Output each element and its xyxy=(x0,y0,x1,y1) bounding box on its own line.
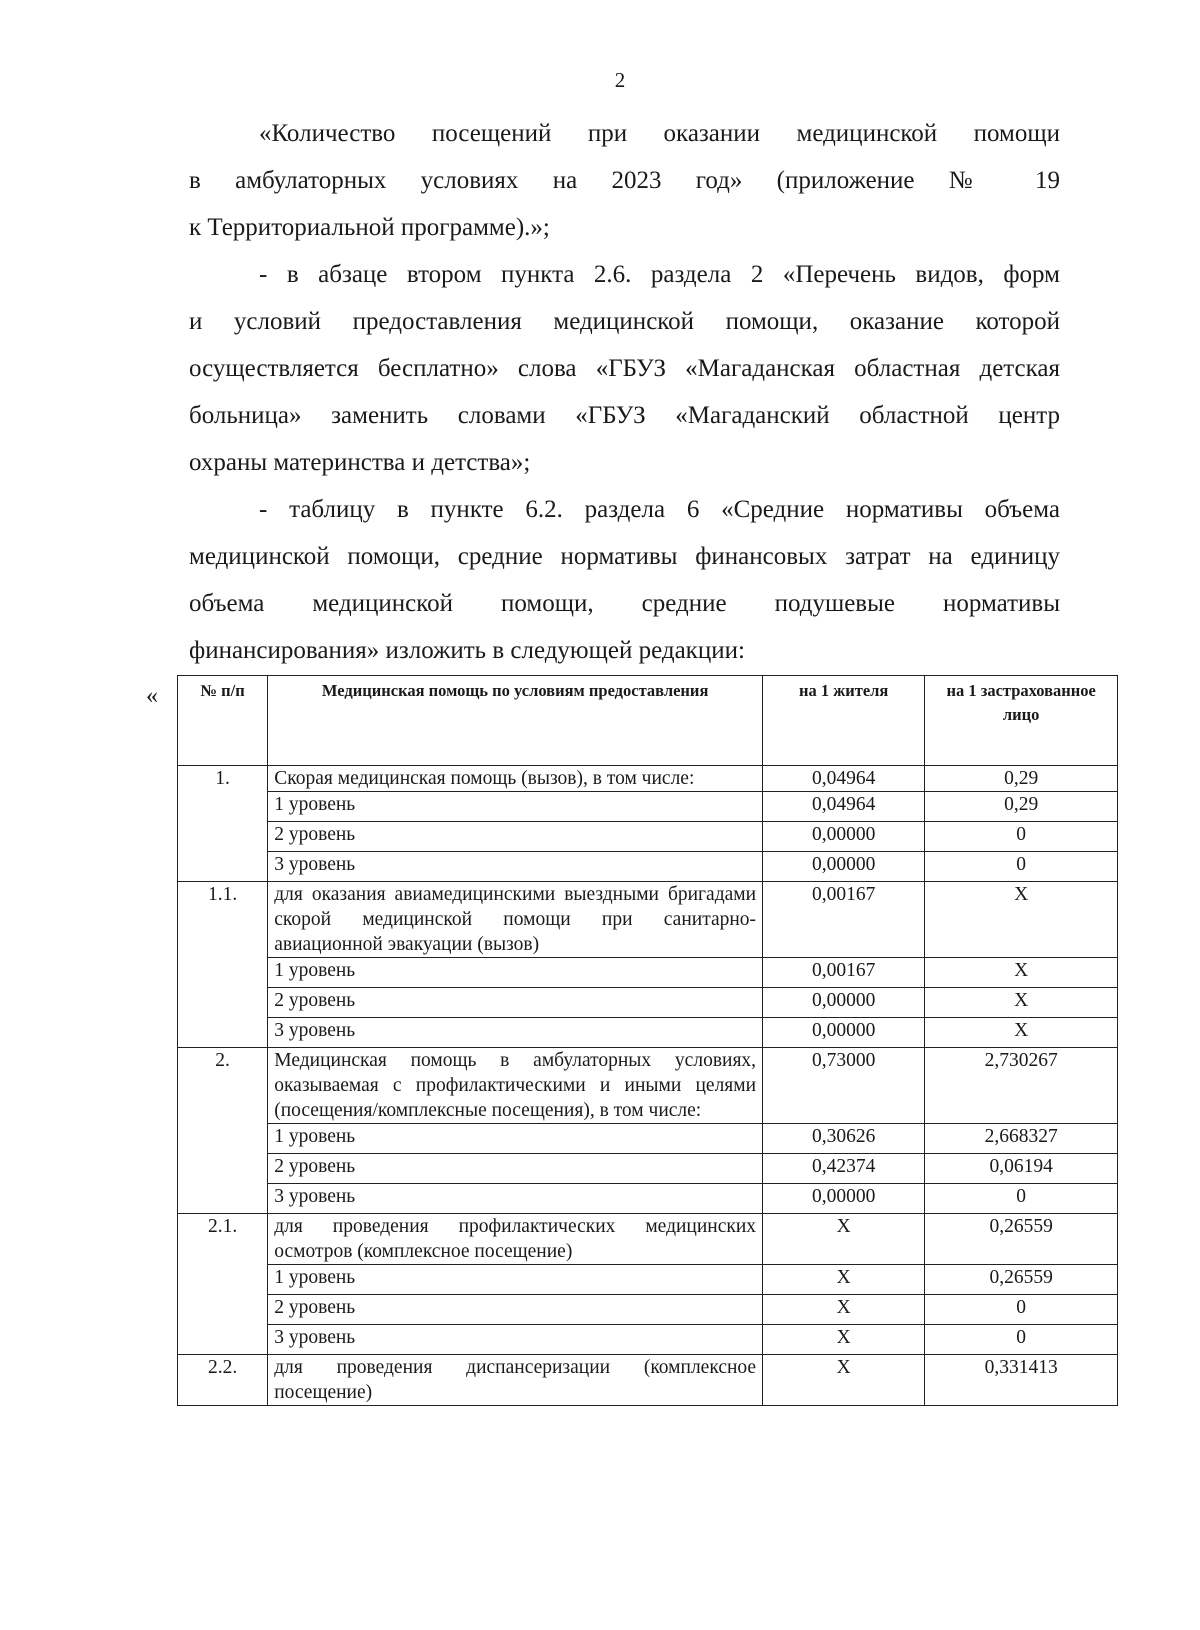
row-per-resident: 0,73000 xyxy=(763,1048,925,1124)
row-name: для оказания авиамедицинскими выездными бригадами скорой медицинской помощи при санитарно-авиационной эвакуации (вызов) xyxy=(268,882,763,958)
row-name: 2 уровень xyxy=(268,988,763,1018)
table-row xyxy=(178,852,1118,882)
row-per-resident: 0,00000 xyxy=(763,988,925,1018)
row-per-insured: 0,29 xyxy=(925,792,1118,822)
table-row xyxy=(178,958,1118,988)
row-name: Медицинская помощь в амбулаторных условиях, оказываемая с профилактическими и иными целями (посещения/комплексные посещения), в том числе: xyxy=(268,1048,763,1124)
row-per-insured: 0,26559 xyxy=(925,1214,1118,1265)
row-name: 3 уровень xyxy=(268,1325,763,1355)
row-per-insured: 0,29 xyxy=(925,766,1118,792)
row-per-resident: X xyxy=(763,1214,925,1265)
row-per-insured: 0 xyxy=(925,822,1118,852)
table-row xyxy=(178,1154,1118,1184)
row-per-resident: 0,04964 xyxy=(763,766,925,792)
row-per-insured: 0,331413 xyxy=(925,1355,1118,1406)
row-per-insured: X xyxy=(925,958,1118,988)
row-per-resident: 0,30626 xyxy=(763,1124,925,1154)
row-per-insured: 0,06194 xyxy=(925,1154,1118,1184)
table-row xyxy=(178,1295,1118,1325)
table-row xyxy=(178,1265,1118,1295)
header-per-insured: на 1 застрахованное лицо xyxy=(925,676,1118,766)
row-number xyxy=(178,822,268,852)
table-row xyxy=(178,1184,1118,1214)
paragraph-1 xyxy=(189,110,1060,251)
row-name: Скорая медицинская помощь (вызов), в том числе: xyxy=(268,766,763,792)
row-number xyxy=(178,988,268,1018)
row-per-resident: 0,04964 xyxy=(763,792,925,822)
row-number: 2. xyxy=(178,1048,268,1124)
row-per-insured: 0 xyxy=(925,1295,1118,1325)
table-row xyxy=(178,1018,1118,1048)
row-per-insured: 2,730267 xyxy=(925,1048,1118,1124)
paragraph-1-line-3: к Территориальной программе).»; xyxy=(189,214,550,241)
paragraph-3-line-2: медицинской помощи, средние нормативы финансовых затрат на единицу xyxy=(189,543,1060,570)
paragraph-2-line-2: и условий предоставления медицинской помощи, оказание которой xyxy=(189,308,1060,335)
row-per-resident: 0,00000 xyxy=(763,822,925,852)
row-number: 2.2. xyxy=(178,1355,268,1406)
row-per-resident: 0,00000 xyxy=(763,852,925,882)
row-number xyxy=(178,1154,268,1184)
row-per-resident: 0,00000 xyxy=(763,1184,925,1214)
table-row xyxy=(178,988,1118,1018)
table-row xyxy=(178,766,1118,792)
table-row xyxy=(178,1355,1118,1406)
row-number xyxy=(178,1325,268,1355)
paragraph-3-line-1: - таблицу в пункте 6.2. раздела 6 «Средние нормативы объема xyxy=(259,496,1060,523)
paragraph-2-line-5: охраны материнства и детства»; xyxy=(189,449,531,476)
row-name: 1 уровень xyxy=(268,792,763,822)
paragraph-1-line-1: «Количество посещений при оказании медицинской помощи xyxy=(259,120,1060,147)
table-row xyxy=(178,1048,1118,1124)
row-per-insured: X xyxy=(925,882,1118,958)
body-text xyxy=(189,110,1060,674)
row-per-insured: X xyxy=(925,1018,1118,1048)
paragraph-3-line-4: финансирования» изложить в следующей редакции: xyxy=(189,637,745,664)
row-per-resident: 0,00000 xyxy=(763,1018,925,1048)
row-number: 2.1. xyxy=(178,1214,268,1265)
table-row xyxy=(178,1325,1118,1355)
table-row xyxy=(178,1214,1118,1265)
table-row xyxy=(178,882,1118,958)
row-per-insured: 0,26559 xyxy=(925,1265,1118,1295)
row-per-insured: 2,668327 xyxy=(925,1124,1118,1154)
row-name: 2 уровень xyxy=(268,1154,763,1184)
row-number xyxy=(178,1295,268,1325)
row-number xyxy=(178,792,268,822)
paragraph-2-line-3: осуществляется бесплатно» слова «ГБУЗ «Магаданская областная детская xyxy=(189,355,1060,382)
row-number xyxy=(178,1124,268,1154)
row-per-insured: 0 xyxy=(925,1325,1118,1355)
row-per-insured: X xyxy=(925,988,1118,1018)
row-name: для проведения профилактических медицинских осмотров (комплексное посещение) xyxy=(268,1214,763,1265)
header-name: Медицинская помощь по условиям предоставления xyxy=(268,676,763,766)
row-per-resident: 0,42374 xyxy=(763,1154,925,1184)
page-number: 2 xyxy=(614,68,626,92)
row-name: для проведения диспансеризации (комплексное посещение) xyxy=(268,1355,763,1406)
row-number xyxy=(178,958,268,988)
row-per-resident: 0,00167 xyxy=(763,882,925,958)
table-header-row xyxy=(178,676,1118,766)
row-name: 3 уровень xyxy=(268,1184,763,1214)
paragraph-1-line-2: в амбулаторных условиях на 2023 год» (приложение № 19 xyxy=(189,167,1060,194)
row-name: 3 уровень xyxy=(268,852,763,882)
row-name: 1 уровень xyxy=(268,1265,763,1295)
row-name: 1 уровень xyxy=(268,958,763,988)
table-row xyxy=(178,822,1118,852)
paragraph-3 xyxy=(189,486,1060,674)
norms-table xyxy=(177,675,1118,1406)
header-per-resident: на 1 жителя xyxy=(763,676,925,766)
paragraph-2-line-4: больница» заменить словами «ГБУЗ «Магаданский областной центр xyxy=(189,402,1060,429)
row-number: 1.1. xyxy=(178,882,268,958)
table-row xyxy=(178,1124,1118,1154)
row-per-resident: X xyxy=(763,1355,925,1406)
row-number xyxy=(178,1184,268,1214)
row-number xyxy=(178,1018,268,1048)
row-number xyxy=(178,852,268,882)
row-name: 2 уровень xyxy=(268,1295,763,1325)
paragraph-2-line-1: - в абзаце втором пункта 2.6. раздела 2 «Перечень видов, форм xyxy=(259,261,1060,288)
row-per-resident: X xyxy=(763,1325,925,1355)
paragraph-3-line-3: объема медицинской помощи, средние подушевые нормативы xyxy=(189,590,1060,617)
table-row xyxy=(178,792,1118,822)
header-num: № п/п xyxy=(178,676,268,766)
row-per-resident: X xyxy=(763,1265,925,1295)
table-open-quote: « xyxy=(146,683,158,709)
row-per-resident: X xyxy=(763,1295,925,1325)
row-name: 1 уровень xyxy=(268,1124,763,1154)
paragraph-2 xyxy=(189,251,1060,486)
row-per-insured: 0 xyxy=(925,852,1118,882)
row-per-insured: 0 xyxy=(925,1184,1118,1214)
row-number xyxy=(178,1265,268,1295)
row-per-resident: 0,00167 xyxy=(763,958,925,988)
row-name: 2 уровень xyxy=(268,822,763,852)
row-name: 3 уровень xyxy=(268,1018,763,1048)
row-number: 1. xyxy=(178,766,268,792)
table-body xyxy=(178,766,1118,1406)
